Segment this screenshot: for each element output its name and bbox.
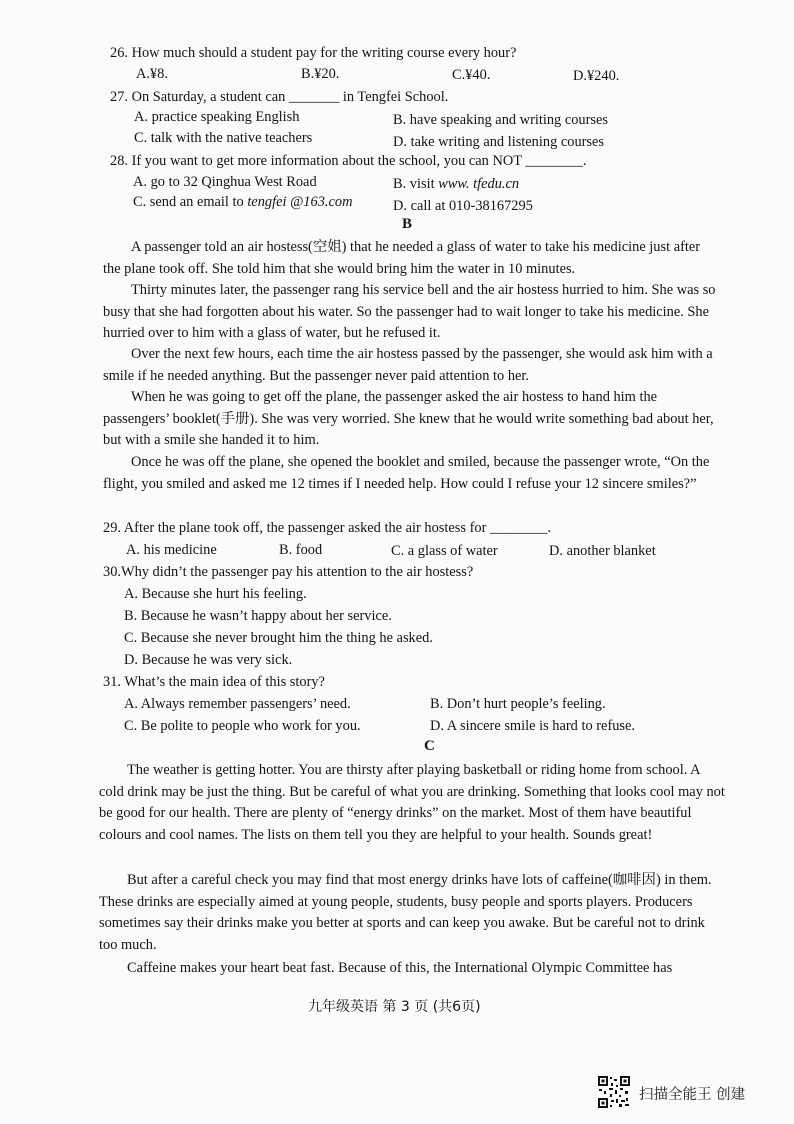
q28-website: www. tfedu.cn <box>438 176 520 192</box>
section-c-heading: C <box>424 738 435 754</box>
q29-option-d: D. another blanket <box>549 543 656 559</box>
q28-option-b-prefix: B. visit <box>393 176 439 192</box>
q27-blank: _______ <box>288 89 340 105</box>
qr-code-icon <box>597 1075 631 1109</box>
section-c-paragraph-1: The weather is getting hotter. You are thirsty after playing basketball or riding home from school. A cold drink may be just the thing. But be careful of what you are drinking. Something that looks cool may not be good for our health. There are plenty of “energy drinks” on the market. Most of them have beautiful colours and cool names. The lists on them tell you they are helpful to your health. Sounds great! <box>99 762 725 843</box>
question-28-stem: 28. If you want to get more information about the school, you can NOT ________. <box>110 153 587 169</box>
q26-option-c: C.¥40. <box>452 67 491 83</box>
q27-option-b: B. have speaking and writing courses <box>393 112 609 128</box>
question-30-stem: 30.Why didn’t the passenger pay his attention to the air hostess? <box>103 564 474 580</box>
q27-stem-after: in Tengfei School. <box>339 89 449 105</box>
section-b-paragraph-1: A passenger told an air hostess(空姐) that he needed a glass of water to take his medicine just after the plane took off. She told him that she would bring him the water in 10 minutes. <box>103 239 701 277</box>
q28-option-a: A. go to 32 Qinghua West Road <box>133 174 317 190</box>
q26-option-d: D.¥240. <box>573 68 620 84</box>
question-29-stem: 29. After the plane took off, the passenger asked the air hostess for ________. <box>103 520 552 536</box>
q28-option-b <box>393 174 519 194</box>
question-31-stem: 31. What’s the main idea of this story? <box>103 674 325 690</box>
q27-stem-before: 27. On Saturday, a student can <box>110 89 289 105</box>
q29-option-b: B. food <box>279 542 323 558</box>
section-c-paragraph-3: Caffeine makes your heart beat fast. Because of this, the International Olympic Committee has <box>127 960 673 976</box>
section-b-paragraph-5: Once he was off the plane, she opened the booklet and smiled, because the passenger wrote, “On the flight, you smiled and asked me 12 times if I needed help. How could I refuse your 12 sincere smiles?” <box>103 454 710 492</box>
q27-option-d: D. take writing and listening courses <box>393 134 605 150</box>
q29-option-c: C. a glass of water <box>391 543 498 559</box>
question-26-stem: 26. How much should a student pay for the writing course every hour? <box>110 45 517 61</box>
q28-option-c <box>133 192 352 212</box>
q31-option-a: A. Always remember passengers’ need. <box>124 696 351 712</box>
section-c-paragraph-2: But after a careful check you may find that most energy drinks have lots of caffeine(咖啡因) in them. These drinks are especially aimed at young people, students, busy people and sports players. Producers sometimes say their drinks make you better at sports and can keep you awake. But be careful not to drink too much. <box>99 872 712 953</box>
scanner-watermark-text: 扫描全能王 创建 <box>639 1087 746 1103</box>
q29-option-a: A. his medicine <box>126 542 217 558</box>
q26-option-b: B.¥20. <box>301 66 340 82</box>
q31-option-c: C. Be polite to people who work for you. <box>124 718 361 734</box>
q30-option-a: A. Because she hurt his feeling. <box>124 586 307 602</box>
section-b-paragraph-3: Over the next few hours, each time the air hostess passed by the passenger, she would ask him with a smile if he needed anything. But the passenger never paid attention to her. <box>103 346 713 384</box>
q28-option-d: D. call at 010-38167295 <box>393 198 533 214</box>
question-27-stem <box>110 87 448 107</box>
q30-option-d: D. Because he was very sick. <box>124 652 293 668</box>
q31-option-b: B. Don’t hurt people’s feeling. <box>430 696 606 712</box>
q31-option-d: D. A sincere smile is hard to refuse. <box>430 718 636 734</box>
q27-option-c: C. talk with the native teachers <box>134 130 313 146</box>
section-b-paragraph-4: When he was going to get off the plane, the passenger asked the air hostess to hand him the passengers’ booklet(手册). She was very worried. She knew that he would write something bad about her, but with a smile she handed it to him. <box>103 389 714 448</box>
q30-option-b: B. Because he wasn’t happy about her service. <box>124 608 392 624</box>
q30-option-c: C. Because she never brought him the thing he asked. <box>124 630 433 646</box>
page-footer: 九年级英语 第 3 页 (共6页) <box>308 999 481 1015</box>
q26-option-a: A.¥8. <box>136 66 168 82</box>
q28-email: tengfei @163.com <box>247 194 353 210</box>
q27-option-a: A. practice speaking English <box>134 109 300 125</box>
section-b-paragraph-2: Thirty minutes later, the passenger rang his service bell and the air hostess hurried to him. She was so busy that she had forgotten about his water. So the passenger had to wait longer to take his medicine. She hurried over to him with a glass of water, but he refused it. <box>103 282 716 341</box>
q28-option-c-prefix: C. send an email to <box>133 194 248 210</box>
section-b-heading: B <box>402 216 413 232</box>
